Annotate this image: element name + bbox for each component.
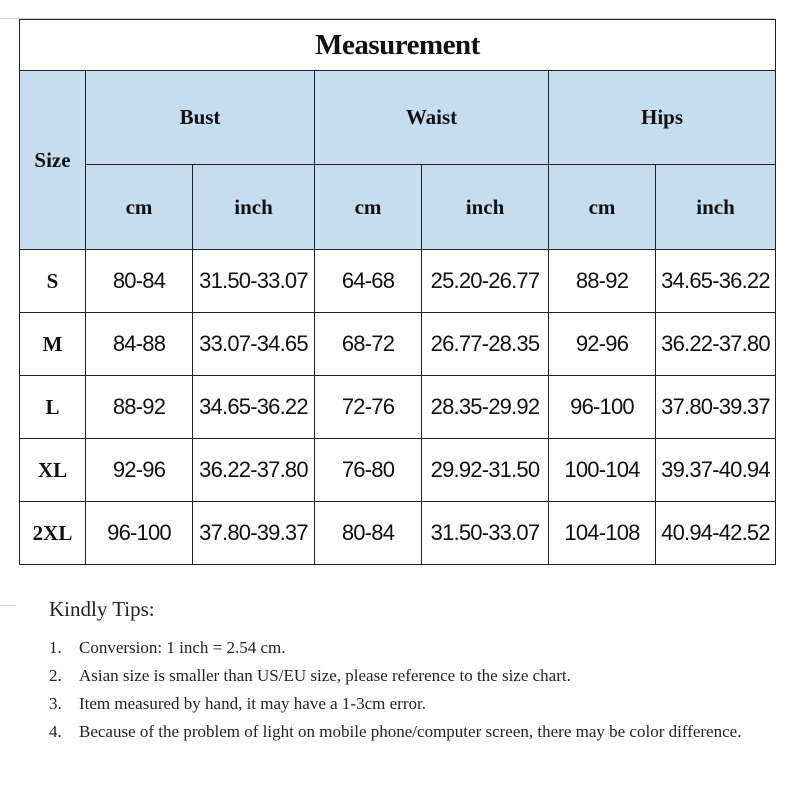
table-cell: 68-72 [315,313,422,376]
tip-item [49,718,769,746]
table-title: Measurement [20,20,776,71]
waist-inch-header: inch [422,165,549,250]
size-label: S [20,250,86,313]
bust-inch-header: inch [193,165,315,250]
table-cell: 76-80 [315,439,422,502]
tip-text: Item measured by hand, it may have a 1-3cm error. [79,694,426,713]
table-cell: 33.07-34.65 [193,313,315,376]
tip-item [49,662,769,690]
table-cell: 31.50-33.07 [422,502,549,565]
table-cell: 34.65-36.22 [656,250,776,313]
hips-header: Hips [549,71,776,165]
table-row [20,250,776,313]
table-cell: 84-88 [86,313,193,376]
table-cell: 28.35-29.92 [422,376,549,439]
tip-number: 1. [49,638,62,657]
table-cell: 64-68 [315,250,422,313]
tip-number: 2. [49,666,62,685]
table-cell: 92-96 [549,313,656,376]
table-cell: 25.20-26.77 [422,250,549,313]
table-cell: 31.50-33.07 [193,250,315,313]
tip-item [49,690,769,718]
size-column-header: Size [20,71,86,250]
size-label: M [20,313,86,376]
table-cell: 34.65-36.22 [193,376,315,439]
tip-item [49,634,769,662]
hips-cm-header: cm [549,165,656,250]
bust-cm-header: cm [86,165,193,250]
table-cell: 96-100 [86,502,193,565]
tips-list [49,634,769,746]
waist-header: Waist [315,71,549,165]
tip-text: Asian size is smaller than US/EU size, please reference to the size chart. [79,666,571,685]
tip-text: Conversion: 1 inch = 2.54 cm. [79,638,286,657]
tips-title: Kindly Tips: [49,597,155,621]
table-cell: 37.80-39.37 [656,376,776,439]
table-row [20,313,776,376]
size-label: L [20,376,86,439]
table-cell: 88-92 [549,250,656,313]
table-cell: 39.37-40.94 [656,439,776,502]
table-cell: 26.77-28.35 [422,313,549,376]
table-row [20,439,776,502]
table-cell: 92-96 [86,439,193,502]
left-divider [0,605,16,606]
table-cell: 72-76 [315,376,422,439]
size-label: 2XL [20,502,86,565]
table-cell: 29.92-31.50 [422,439,549,502]
table-cell: 37.80-39.37 [193,502,315,565]
table-cell: 36.22-37.80 [193,439,315,502]
table-cell: 40.94-42.52 [656,502,776,565]
bust-header: Bust [86,71,315,165]
waist-cm-header: cm [315,165,422,250]
table-cell: 100-104 [549,439,656,502]
tip-number: 4. [49,722,62,741]
hips-inch-header: inch [656,165,776,250]
table-cell: 104-108 [549,502,656,565]
table-row [20,502,776,565]
tip-text: Because of the problem of light on mobile phone/computer screen, there may be color difference. [79,722,742,741]
kindly-tips [49,597,769,746]
table-row [20,376,776,439]
tip-number: 3. [49,694,62,713]
table-cell: 36.22-37.80 [656,313,776,376]
size-label: XL [20,439,86,502]
table-cell: 88-92 [86,376,193,439]
size-chart-table [19,19,776,565]
table-cell: 80-84 [86,250,193,313]
table-cell: 96-100 [549,376,656,439]
table-cell: 80-84 [315,502,422,565]
